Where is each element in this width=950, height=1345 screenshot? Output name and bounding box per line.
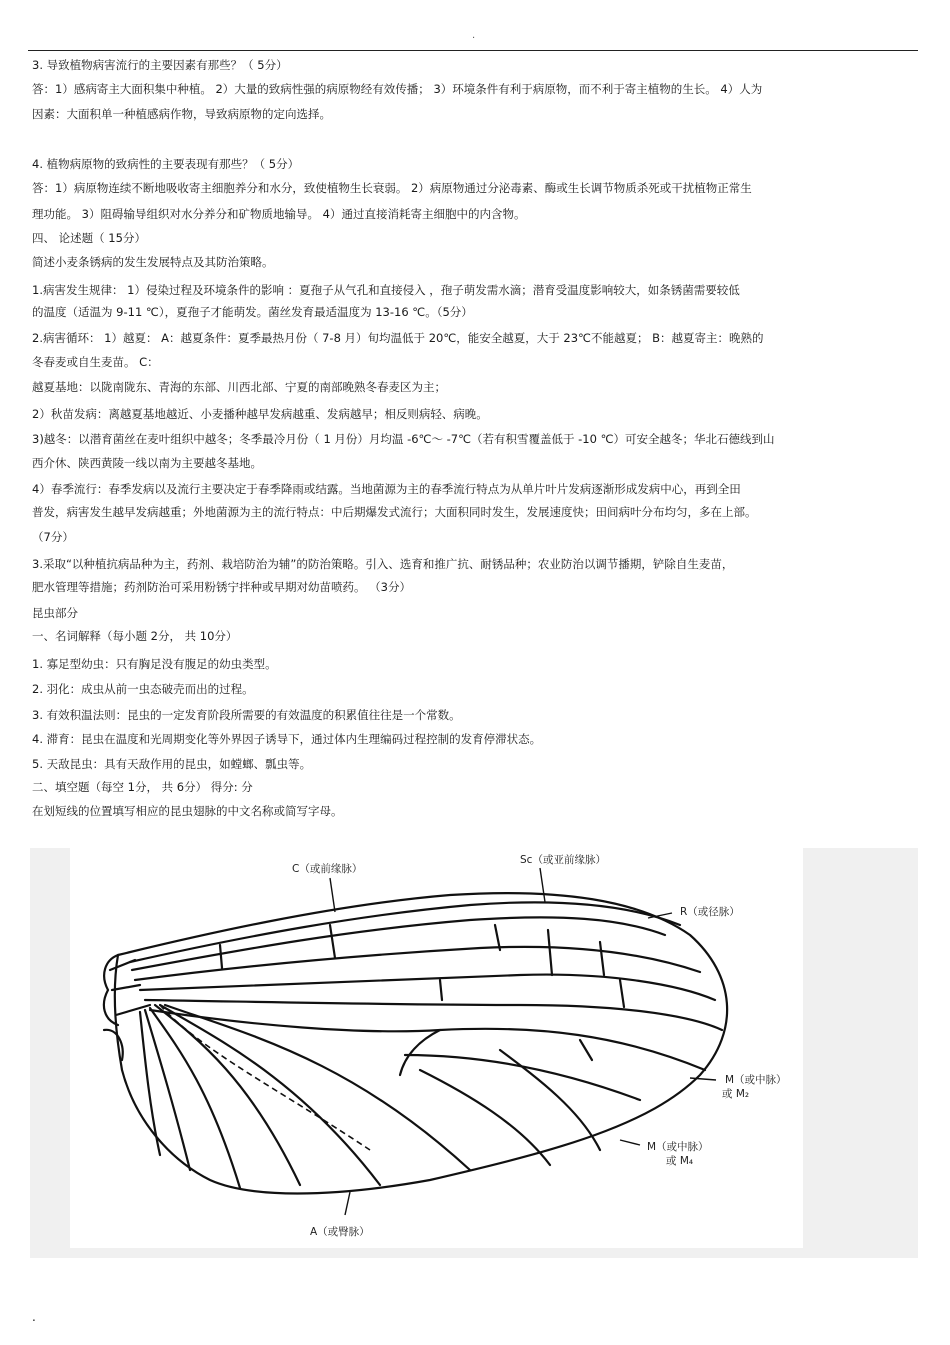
text-line: 3)越冬：以潜育菌丝在麦叶组织中越冬；冬季最冷月份（ 1 月份）月均温 -6℃～ -7℃（若有积雪覆盖低于 -10 ℃）可安全越冬；华北石德线到山 bbox=[32, 432, 775, 446]
text-line: 肥水管理等措施；药剂防治可采用粉锈宁拌种或早期对幼苗喷药。 （3分） bbox=[32, 580, 411, 594]
text-line: 越夏基地：以陇南陇东、青海的东部、川西北部、宁夏的南部晚熟冬春麦区为主； bbox=[32, 380, 446, 394]
text-line: 西介休、陕西黄陵一线以南为主要越冬基地。 bbox=[32, 456, 262, 470]
text-line: 答：1）感病寄主大面积集中种植。 2）大量的致病性强的病原物经有效传播； 3）环境条件有利于病原物，而不利于寄主植物的生长。 4）人为 bbox=[32, 82, 763, 96]
label-anal: A（或臀脉） bbox=[310, 1226, 370, 1238]
text-line: 4. 植物病原物的致病性的主要表现有那些？（ 5分） bbox=[32, 157, 300, 171]
text-line: （7分） bbox=[32, 530, 74, 544]
text-line: 理功能。 3）阻碍输导组织对水分养分和矿物质地输导。 4）通过直接消耗寄主细胞中的内含物。 bbox=[32, 207, 526, 221]
label-costa: C（或前缘脉） bbox=[292, 863, 363, 875]
text-line: 4. 滞育：昆虫在温度和光周期变化等外界因子诱导下，通过体内生理编码过程控制的发育停滞状态。 bbox=[32, 732, 542, 746]
header-dot: . bbox=[472, 30, 476, 41]
text-line: 1.病害发生规律： 1）侵染过程及环境条件的影响 ：夏孢子从气孔和直接侵入 ，孢子萌发需水滴；潜育受温度影响较大，如条锈菌需要较低 bbox=[32, 283, 740, 297]
text-line: 简述小麦条锈病的发生发展特点及其防治策略。 bbox=[32, 255, 274, 269]
label-medial-m2-alt: 或 M₂ bbox=[722, 1088, 750, 1100]
text-line: 3.采取“以种植抗病品种为主，药剂、栽培防治为辅”的防治策略。引入、选育和推广抗、耐锈品种；农业防治以调节播期，铲除自生麦苗， bbox=[32, 557, 734, 571]
text-line: 四、 论述题（ 15分） bbox=[32, 231, 146, 245]
text-line: 一、名词解释（每小题 2分， 共 10分） bbox=[32, 629, 238, 643]
medial-vein-m4 bbox=[420, 1070, 550, 1165]
text-line: 的温度（适温为 9-11 ℃），夏孢子才能萌发。菌丝发育最适温度为 13-16 ℃。（5分） bbox=[32, 305, 473, 319]
label-radius: R（或径脉） bbox=[680, 906, 740, 918]
label-medial-m2: M（或中脉） bbox=[725, 1074, 787, 1086]
text-line: 答：1）病原物连续不断地吸收寄主细胞养分和水分，致使植物生长衰弱。 2）病原物通过分泌毒素、酶或生长调节物质杀死或干扰植物正常生 bbox=[32, 181, 752, 195]
anal-vein bbox=[140, 1012, 160, 1155]
text-line: 二、填空题（每空 1分， 共 6分） 得分: 分 bbox=[32, 780, 253, 794]
text-line: 2）秋苗发病：离越夏基地越近、小麦播种越早发病越重、发病越早；相反则病轻、病晚。 bbox=[32, 407, 488, 421]
text-line: 冬春麦或自生麦苗。 C： bbox=[32, 355, 159, 369]
text-line: 2.病害循环： 1）越夏： A：越夏条件：夏季最热月份（ 7-8 月）旬均温低于 20℃，能安全越夏，大于 23℃不能越夏； B：越夏寄主：晚熟的 bbox=[32, 331, 764, 345]
text-line: 5. 天敌昆虫：具有天敌作用的昆虫，如螳螂、瓢虫等。 bbox=[32, 757, 312, 771]
text-line: 普发，病害发生越早发病越重；外地菌源为主的流行特点：中后期爆发式流行；大面积同时发生，发展速度快；田间病叶分布均匀，多在上部。 bbox=[32, 505, 757, 519]
medial-vein-m2 bbox=[150, 1010, 705, 1070]
footer-dot: . bbox=[32, 1310, 36, 1324]
label-medial-m4-alt: 或 M₄ bbox=[666, 1155, 694, 1167]
section-heading: 昆虫部分 bbox=[32, 606, 78, 620]
text-line: 4）春季流行：春季发病以及流行主要决定于春季降雨或结露。当地菌源为主的春季流行特点为从单片叶片发病逐渐形成发病中心，再到全田 bbox=[32, 482, 741, 496]
dashed-vein bbox=[160, 1005, 370, 1150]
text-line: 在划短线的位置填写相应的昆虫翅脉的中文名称或简写字母。 bbox=[32, 804, 343, 818]
text-line: 3. 导致植物病害流行的主要因素有那些？（ 5分） bbox=[32, 58, 288, 72]
label-medial-m4: M（或中脉） bbox=[647, 1141, 709, 1153]
text-line: 2. 羽化：成虫从前一虫态破壳而出的过程。 bbox=[32, 682, 254, 696]
text-line: 1. 寡足型幼虫：只有胸足没有腹足的幼虫类型。 bbox=[32, 657, 277, 671]
label-subcosta: Sc（或亚前缘脉） bbox=[520, 854, 606, 866]
text-line: 因素：大面积单一种植感病作物，导致病原物的定向选择。 bbox=[32, 107, 331, 121]
text-line: 3. 有效积温法则：昆虫的一定发育阶段所需要的有效温度的积累值往往是一个常数。 bbox=[32, 708, 461, 722]
